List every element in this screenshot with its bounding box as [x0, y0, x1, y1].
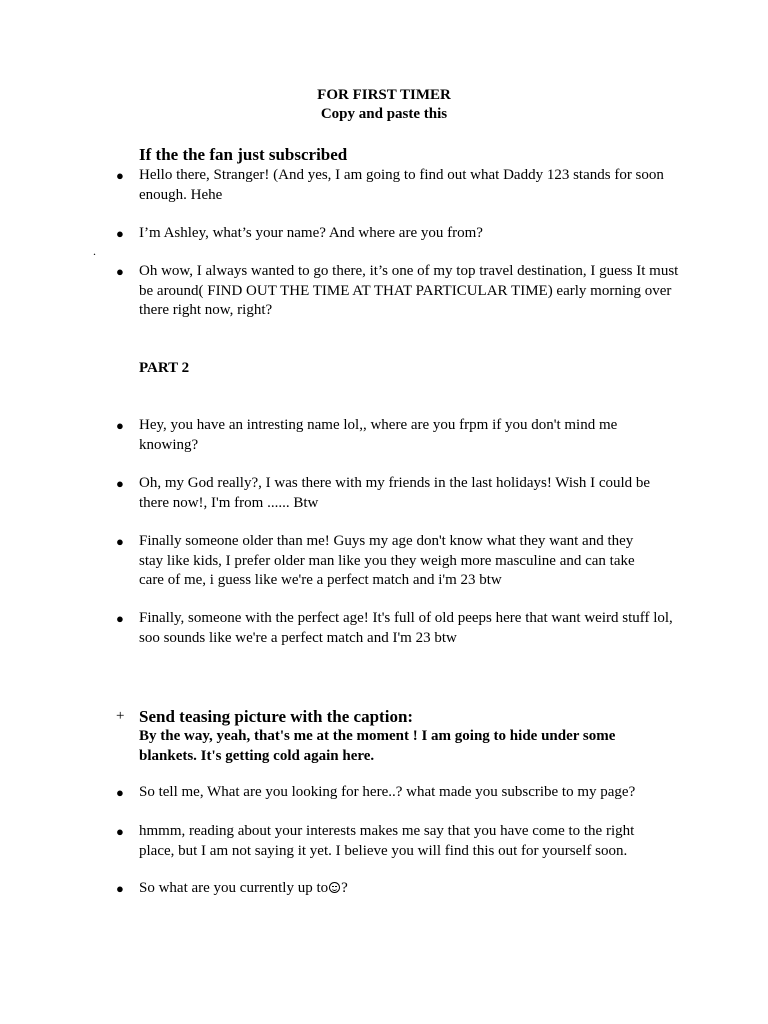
- smiley-icon: [329, 882, 340, 893]
- bullet-marker: ●: [116, 881, 124, 896]
- list-item-text-end: ?: [341, 880, 348, 896]
- bullet-marker: ●: [116, 824, 124, 839]
- list-item: So tell me, What are you looking for here..? what made you subscribe to my page?: [139, 784, 636, 800]
- bullet-marker: ●: [116, 785, 124, 800]
- bullet-marker: ●: [116, 226, 124, 241]
- section2-heading: PART 2: [139, 360, 190, 376]
- bullet-marker: ●: [116, 611, 124, 626]
- bullet-marker: ●: [116, 168, 124, 183]
- document-subtitle: Copy and paste this: [320, 106, 448, 122]
- list-item: Finally, someone with the perfect age! It's full of old peeps here that want weird stuff lol, soo sounds like we're a perfect match and I'm 23 btw: [139, 610, 673, 646]
- list-item: Oh, my God really?, I was there with my friends in the last holidays! Wish I could be there now!, I'm from ...... Btw: [139, 475, 651, 511]
- bullet-marker: ●: [116, 476, 124, 491]
- list-item: Hello there, Stranger! (And yes, I am going to find out what Daddy 123 stands for soon enough. Hehe: [139, 167, 664, 203]
- list-item: [139, 879, 684, 899]
- list-item: Oh wow, I always wanted to go there, it’s one of my top travel destination, I guess It must be around( FIND OUT THE TIME AT THAT PARTICULAR TIME) early morning over there right now, right?: [139, 263, 679, 318]
- stray-mark: .: [93, 244, 96, 258]
- list-item: Finally someone older than me! Guys my age don't know what they want and they stay like kids, I prefer older man like you they weigh more masculine and can take care of me, i guess like we're a perfect match and i'm 23 btw: [139, 533, 635, 588]
- bullet-marker: ●: [116, 418, 124, 433]
- plus-marker: +: [116, 708, 125, 724]
- bullet-marker: ●: [116, 534, 124, 549]
- section1-heading: If the the fan just subscribed: [139, 145, 348, 164]
- list-item: Hey, you have an intresting name lol,, where are you frpm if you don't mind me knowing?: [139, 417, 618, 453]
- list-item: I’m Ashley, what’s your name? And where are you from?: [139, 225, 483, 241]
- list-item: hmmm, reading about your interests makes me say that you have come to the right place, but I am not saying it yet. I believe you will find this out for yourself soon.: [139, 823, 635, 859]
- section3-heading: Send teasing picture with the caption:: [139, 707, 414, 726]
- document-title: FOR FIRST TIMER: [317, 87, 451, 103]
- picture-caption: By the way, yeah, that's me at the moment ! I am going to hide under some blankets. It's getting cold again here.: [139, 728, 616, 764]
- bullet-marker: ●: [116, 264, 124, 279]
- list-item-text: So what are you currently up to: [139, 880, 329, 896]
